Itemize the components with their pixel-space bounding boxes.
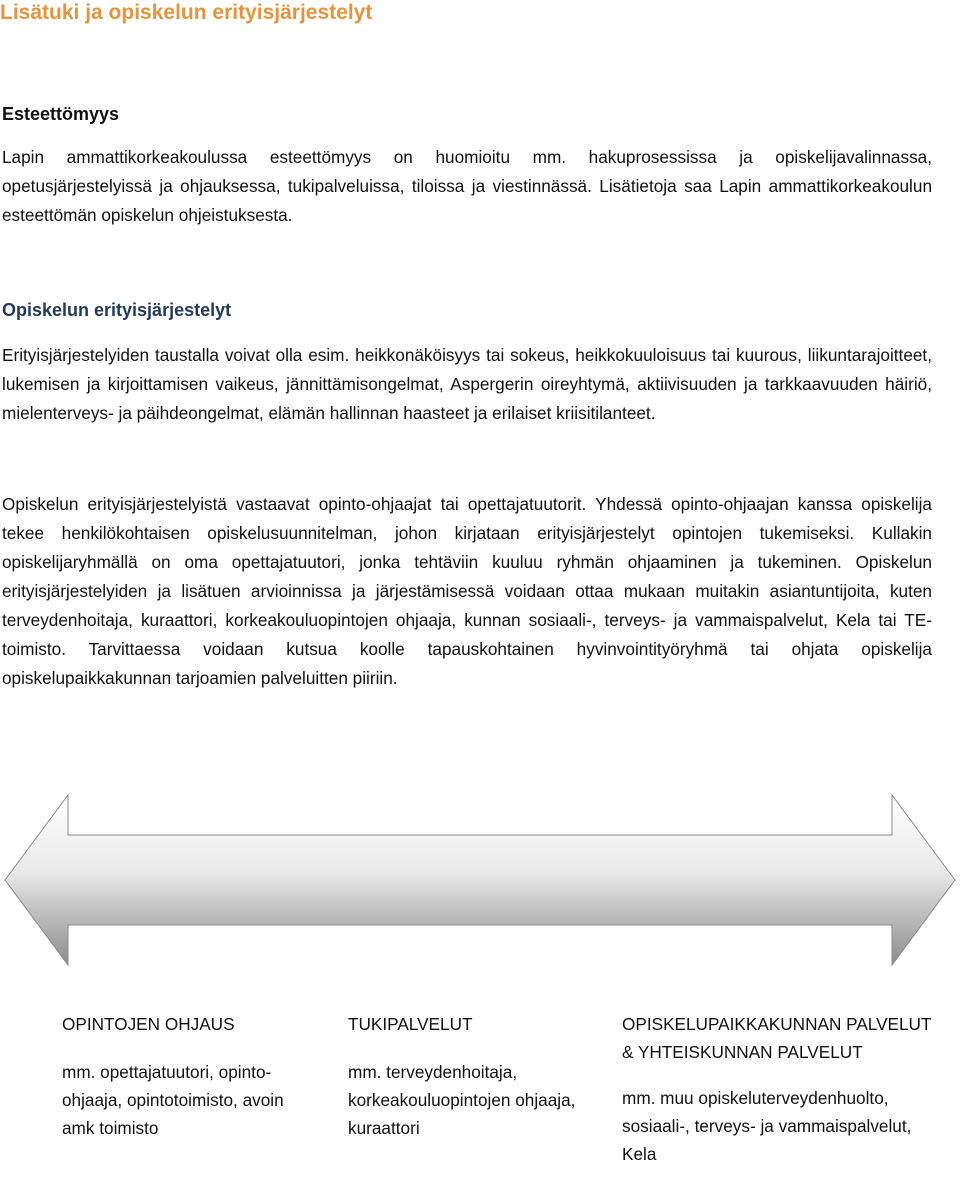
column-heading: OPISKELUPAIKKAKUNNAN PALVELUT & YHTEISKUNNAN PALVELUT (622, 1014, 932, 1062)
column-text: mm. opettajatuutori, opinto-ohjaaja, opintotoimisto, avoin amk toimisto (62, 1062, 284, 1138)
paragraph-erityisjarjestelyt-taustat: Erityisjärjestelyiden taustalla voivat olla esim. heikkonäköisyys tai sokeus, heikkokuuloisuus tai kuurous, liikuntarajoitteet, lukemisen ja kirjoittamisen vaikeus, jännittämisongelmat, Aspergerin oireyhtymä, aktiivisuuden ja tarkkaavuuden häiriö, mielenterveys- ja päihdeongelmat, elämän hallinnan haasteet ja erilaiset kriisitilanteet. (2, 345, 932, 423)
column-opiskelupaikkakunnan-palvelut (622, 1010, 942, 1168)
paragraph-erityisjarjestelyt-vastuut: Opiskelun erityisjärjestelyistä vastaavat opinto-ohjaajat tai opettajatuutorit. Yhdessä opinto-ohjaajan kanssa opiskelija tekee henkilökohtaisen opiskelusuunnitelman, johon kirjataan erityisjärjestelyt opintojen tukemiseksi. Kullakin opiskelijaryhmällä on oma opettajatuutori, jonka tehtäviin kuuluu ryhmän ohjaaminen ja tukeminen. Opiskelun erityisjärjestelyiden ja lisätuen arvioinnissa ja järjestämisessä voidaan ottaa mukaan muitakin asiantuntijoita, kuten terveydenhoitaja, kuraattori, korkeakouluopintojen ohjaaja, kunnan sosiaali-, terveys- ja vammaispalvelut, Kela tai TE-toimisto. Tarvittaessa voidaan kutsua koolle tapauskohtainen hyvinvointityöryhmä tai ohjata opiskelija opiskelupaikkakunnan tarjoamien palveluitten piiriin. (2, 494, 932, 688)
column-heading: OPINTOJEN OHJAUS (62, 1014, 235, 1034)
paragraph-esteettomyys: Lapin ammattikorkeakoulussa esteettömyys on huomioitu mm. hakuprosessissa ja opiskelijavalinnassa, opetusjärjestelyissä ja ohjauksessa, tukipalveluissa, tiloissa ja viestinnässä. Lisätietoja saa Lapin ammattikorkeakoulun esteettömän opiskelun ohjeistuksesta. (2, 147, 932, 225)
page-title: Lisätuki ja opiskelun erityisjärjestelyt (0, 1, 373, 24)
arrow-shape (5, 795, 955, 965)
heading-erityisjarjestelyt: Opiskelun erityisjärjestelyt (2, 300, 232, 320)
column-heading: TUKIPALVELUT (348, 1014, 473, 1034)
column-tukipalvelut (348, 1010, 583, 1142)
column-text: mm. muu opiskeluterveydenhuolto, sosiaali-, terveys- ja vammaispalvelut, Kela (622, 1088, 912, 1164)
double-arrow-graphic (0, 780, 960, 980)
heading-esteettomyys: Esteettömyys (2, 104, 120, 124)
column-text: mm. terveydenhoitaja, korkeakouluopintojen ohjaaja, kuraattori (348, 1062, 576, 1138)
column-opintojen-ohjaus (62, 1010, 287, 1142)
